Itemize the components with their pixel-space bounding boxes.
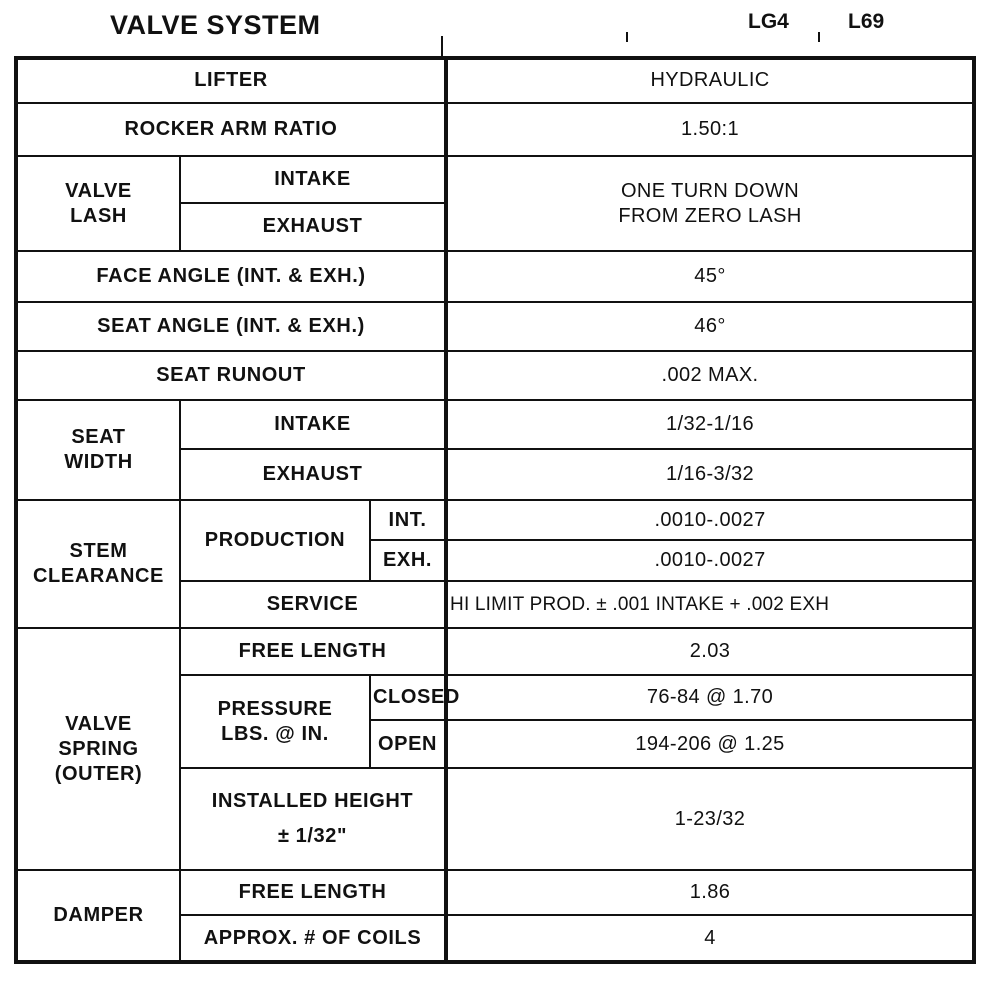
table-row	[16, 156, 974, 203]
stem-clearance-label-line1: STEM	[69, 539, 128, 562]
table-row	[16, 628, 974, 675]
seat-width-intake-label: INTAKE	[180, 400, 446, 449]
table-row	[16, 58, 974, 103]
seat-runout-value: .002 MAX.	[446, 351, 974, 400]
face-angle-value: 45°	[446, 251, 974, 302]
valve-spring-label	[16, 628, 180, 870]
rocker-arm-ratio-label: ROCKER ARM RATIO	[16, 103, 446, 156]
lifter-value: HYDRAULIC	[446, 58, 974, 103]
damper-free-length-value: 1.86	[446, 870, 974, 915]
stem-service-value: HI LIMIT PROD. ± .001 INTAKE + .002 EXH	[446, 581, 974, 628]
stem-clearance-label	[16, 500, 180, 628]
stem-clearance-label-line2: CLEARANCE	[33, 564, 164, 587]
face-angle-label: FACE ANGLE (INT. & EXH.)	[16, 251, 446, 302]
spring-closed-value: 76-84 @ 1.70	[446, 675, 974, 720]
spring-free-length-label: FREE LENGTH	[180, 628, 446, 675]
installed-height-label	[180, 768, 446, 870]
spring-open-label: OPEN	[370, 720, 446, 769]
installed-height-label-line2: ± 1/32"	[277, 825, 348, 848]
pressure-label-line2: LBS. @ IN.	[221, 722, 329, 745]
valve-spring-label-line1: VALVE	[65, 712, 132, 735]
spec-table	[14, 56, 976, 964]
spring-open-value: 194-206 @ 1.25	[446, 720, 974, 769]
damper-label: DAMPER	[16, 870, 180, 962]
valve-lash-value	[446, 156, 974, 252]
installed-height-value: 1-23/32	[446, 768, 974, 870]
stem-exh-value: .0010-.0027	[446, 540, 974, 581]
valve-lash-label-line1: VALVE	[65, 179, 132, 202]
seat-width-label-line2: WIDTH	[64, 450, 133, 473]
seat-angle-value: 46°	[446, 302, 974, 351]
valve-spring-label-line3: (OUTER)	[54, 762, 143, 785]
installed-height-label-line1: INSTALLED HEIGHT	[211, 790, 414, 813]
valve-lash-exhaust-label: EXHAUST	[180, 203, 446, 252]
column-tick	[818, 32, 820, 42]
stem-exh-label: EXH.	[370, 540, 446, 581]
valve-lash-label	[16, 156, 180, 252]
table-row	[16, 500, 974, 541]
valve-lash-label-line2: LASH	[70, 204, 127, 227]
seat-width-label-line1: SEAT	[71, 425, 126, 448]
table-row	[16, 400, 974, 449]
valve-spring-label-line2: SPRING	[58, 737, 139, 760]
stem-int-value: .0010-.0027	[446, 500, 974, 541]
seat-angle-label: SEAT ANGLE (INT. & EXH.)	[16, 302, 446, 351]
damper-free-length-label: FREE LENGTH	[180, 870, 446, 915]
page-title: VALVE SYSTEM	[110, 10, 321, 40]
stem-service-label: SERVICE	[180, 581, 446, 628]
damper-coils-value: 4	[446, 915, 974, 962]
engine-code-lg4: LG4	[748, 10, 789, 33]
table-row	[16, 302, 974, 351]
table-row	[16, 251, 974, 302]
table-row	[16, 870, 974, 915]
column-tick	[626, 32, 628, 42]
valve-lash-intake-label: INTAKE	[180, 156, 446, 203]
seat-width-intake-value: 1/32-1/16	[446, 400, 974, 449]
lifter-label: LIFTER	[16, 58, 446, 103]
rocker-arm-ratio-value: 1.50:1	[446, 103, 974, 156]
pressure-label	[180, 675, 370, 769]
table-row	[16, 103, 974, 156]
seat-runout-label: SEAT RUNOUT	[16, 351, 446, 400]
valve-lash-value-line2: FROM ZERO LASH	[618, 204, 802, 227]
seat-width-exhaust-label: EXHAUST	[180, 449, 446, 500]
spring-free-length-value: 2.03	[446, 628, 974, 675]
spring-closed-label: CLOSED	[370, 675, 446, 720]
pressure-label-line1: PRESSURE	[217, 697, 333, 720]
stem-production-label: PRODUCTION	[180, 500, 370, 581]
seat-width-label	[16, 400, 180, 500]
valve-lash-value-line1: ONE TURN DOWN	[620, 179, 800, 202]
table-row	[16, 351, 974, 400]
seat-width-exhaust-value: 1/16-3/32	[446, 449, 974, 500]
stem-int-label: INT.	[370, 500, 446, 541]
engine-code-l69: L69	[848, 10, 885, 33]
damper-coils-label: APPROX. # OF COILS	[180, 915, 446, 962]
